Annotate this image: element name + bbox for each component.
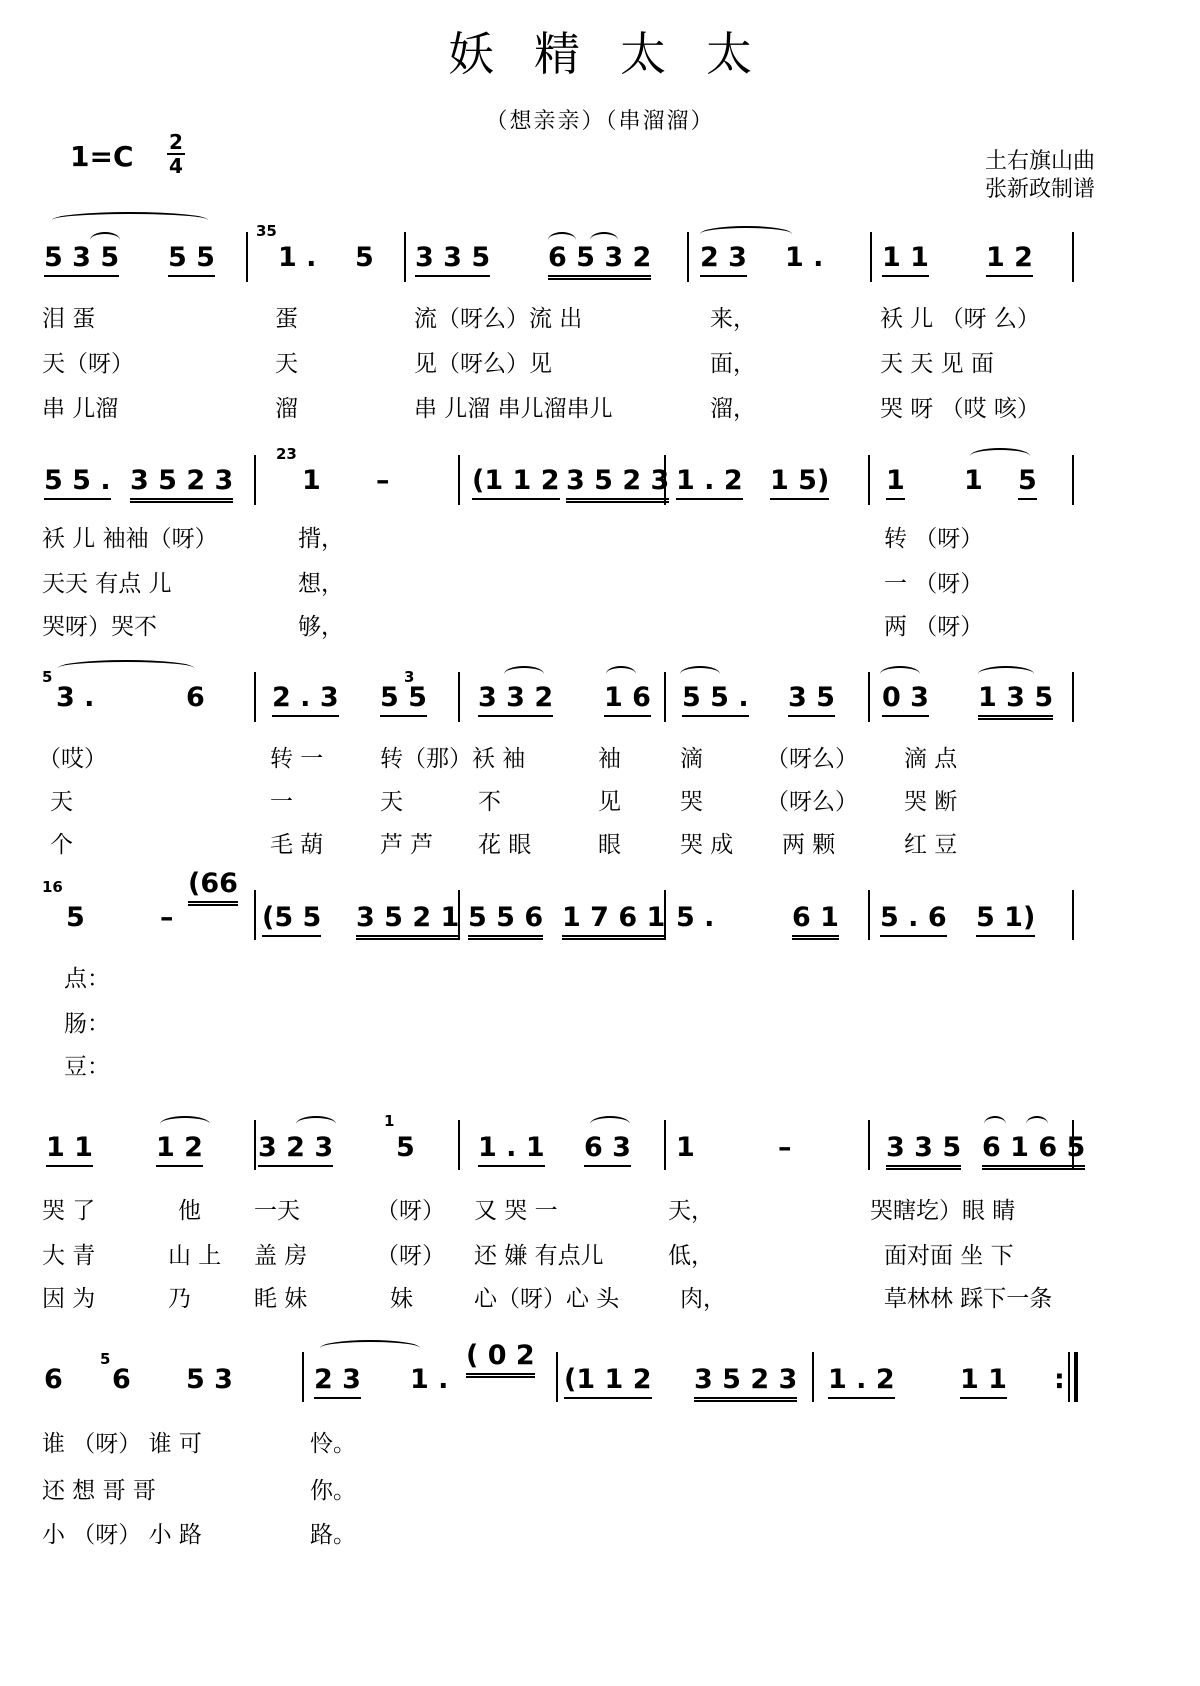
note-group: 5 . 6	[880, 902, 947, 937]
lyric: 面，	[710, 351, 756, 377]
lyric: 天天 有点 儿	[42, 571, 172, 597]
note-group: (5 5	[262, 902, 321, 937]
lyric: 一	[270, 789, 293, 815]
lyric: 怜。	[310, 1431, 356, 1457]
lyric: 你。	[310, 1478, 356, 1504]
lyric: 个	[50, 832, 73, 858]
lyric: 转 （呀）	[884, 526, 984, 552]
note-group: 5 1)	[976, 902, 1035, 937]
lyric: 因 为	[42, 1286, 96, 1312]
note-group: (1 1 2	[564, 1364, 652, 1399]
note-group: 1 3 5	[978, 682, 1053, 720]
lyric: 他	[178, 1198, 201, 1224]
lyric: 串 儿溜	[42, 396, 119, 422]
note-group: 6 1	[792, 902, 839, 940]
note-group: 5 5	[168, 242, 215, 277]
lyric: 低，	[668, 1243, 714, 1269]
lyric: 点：	[64, 966, 110, 992]
note-group: 1	[886, 465, 905, 500]
lyric: 泪 蛋	[42, 306, 96, 332]
lyric: 一 （呀）	[884, 571, 984, 597]
lyric: 天	[275, 351, 298, 377]
lyric: 见（呀么）见	[414, 351, 552, 377]
lyric: 天 天 见 面	[880, 351, 994, 377]
lyric: 两 （呀）	[884, 614, 984, 640]
note-group: 1 7 6 1	[562, 902, 665, 940]
lyric: 小 （呀） 小 路	[42, 1522, 202, 1548]
time-top: 2	[169, 130, 183, 154]
lyric: 红 豆	[904, 832, 958, 858]
lyric: 盖 房	[254, 1243, 308, 1269]
note-group: 6	[112, 1364, 131, 1395]
note-group: 5 3 5	[44, 242, 119, 277]
credit-composer: 土右旗山曲	[985, 149, 1096, 174]
note-group: 1 .	[785, 242, 824, 273]
lyric: 又 哭 一	[474, 1198, 558, 1224]
lyric: 哭瞎圪）眼 睛	[870, 1198, 1016, 1224]
note-group: 1 . 1	[478, 1132, 545, 1167]
grace-note: 5	[100, 1350, 111, 1368]
grace-note: 5	[42, 668, 53, 686]
lyric: 溜	[275, 396, 298, 422]
note-group: 0 3	[882, 682, 929, 717]
note-group: 1 1	[46, 1132, 93, 1167]
lyric: 还 想 哥 哥	[42, 1478, 156, 1504]
grace-note: 3	[404, 668, 415, 686]
note-group: 6 1 6 5	[982, 1132, 1085, 1170]
note-group: 3 5 2 1	[356, 902, 459, 940]
page-subtitle: （想亲亲）（串溜溜）	[485, 109, 715, 134]
note-group: 2 . 3	[272, 682, 339, 717]
lyric: （呀）	[376, 1198, 445, 1224]
lyric: 眼	[598, 832, 621, 858]
lyric: 一天	[254, 1198, 300, 1224]
lyric: 大 青	[42, 1243, 96, 1269]
note-group: 1 2	[986, 242, 1033, 277]
note-group: 1 . 2	[828, 1364, 895, 1399]
lyric: 揹，	[298, 526, 344, 552]
note-group: 1 1	[960, 1364, 1007, 1399]
lyric: 哭 成	[680, 832, 734, 858]
time-bottom: 4	[169, 154, 183, 178]
note-group: (66	[188, 868, 238, 906]
lyric: 滴 点	[904, 746, 958, 772]
lyric: 山 上	[168, 1243, 222, 1269]
note-group: 3 2 3	[258, 1132, 333, 1167]
lyric: （呀）	[376, 1243, 445, 1269]
lyric: 花 眼	[478, 832, 532, 858]
note-group: 6 3	[584, 1132, 631, 1167]
lyric: 天	[50, 789, 73, 815]
lyric: 谁 （呀） 谁 可	[42, 1431, 202, 1457]
note-group: 3 5 2 3	[130, 465, 233, 503]
note-group: 1	[676, 1132, 695, 1163]
note-group: 5 5	[380, 682, 427, 717]
note-group: –	[376, 465, 390, 496]
lyric: 面对面 坐 下	[884, 1243, 1014, 1269]
lyric: 天	[380, 789, 403, 815]
lyric: 毛 葫	[270, 832, 324, 858]
note-group: 6	[44, 1364, 63, 1395]
note-group: 3 5 2 3	[566, 465, 669, 503]
lyric: 草林林 踩下一条	[884, 1286, 1053, 1312]
lyric: 哭 了	[42, 1198, 96, 1224]
grace-note: 1	[384, 1112, 395, 1130]
key-signature: 1=C	[70, 140, 134, 173]
note-group: 6	[186, 682, 205, 713]
lyric: 天，	[668, 1198, 714, 1224]
note-group: 3 .	[56, 682, 95, 713]
note-group: 3 5	[788, 682, 835, 717]
page-title: 妖精太太	[448, 27, 792, 81]
note-group: 3 5 2 3	[694, 1364, 797, 1402]
lyric: 转（那）袄 袖	[380, 746, 526, 772]
lyric: 哭呀）哭不	[42, 614, 157, 640]
credits	[985, 148, 1095, 204]
lyric: 转 一	[270, 746, 324, 772]
lyric: （呀么）	[766, 789, 858, 815]
note-group: –	[160, 902, 174, 933]
grace-note: 16	[42, 878, 63, 896]
lyric: 路。	[310, 1522, 356, 1548]
note-group: 1	[964, 465, 983, 496]
note-group: 1 .	[410, 1364, 449, 1395]
note-group: 5 .	[676, 902, 715, 933]
lyric: 够，	[298, 614, 344, 640]
note-group: 5	[355, 242, 374, 273]
note-group: 5	[396, 1132, 415, 1163]
note-group: –	[778, 1132, 792, 1163]
note-group: 1 6	[604, 682, 651, 717]
time-signature	[165, 132, 187, 176]
lyric: 肠：	[64, 1011, 110, 1037]
lyric: 蛋	[275, 306, 298, 332]
lyric: 芦 芦	[380, 832, 434, 858]
note-group: 5 3	[186, 1364, 233, 1395]
note-group: 6 5 3 2	[548, 242, 651, 280]
note-group: 1 .	[278, 242, 317, 273]
lyric: 两 颗	[782, 832, 836, 858]
lyric: 滴	[680, 746, 703, 772]
lyric: 流（呀么）流 出	[414, 306, 583, 332]
note-group: 5	[1018, 465, 1037, 500]
note-group: 1 1	[882, 242, 929, 277]
lyric: 心（呀）心 头	[474, 1286, 620, 1312]
lyric: 妹	[390, 1286, 413, 1312]
note-group: 5 5 6	[468, 902, 543, 940]
lyric: 溜，	[710, 396, 756, 422]
note-group: 2 3	[700, 242, 747, 277]
lyric: 见	[598, 789, 621, 815]
note-group: 1 . 2	[676, 465, 743, 500]
credit-arranger: 张新政制谱	[985, 177, 1096, 202]
lyric: 袄 儿 （呀 么）	[880, 306, 1040, 332]
note-group: 1 5)	[770, 465, 829, 500]
lyric: 天（呀）	[42, 351, 134, 377]
note-group: 5 5 .	[44, 465, 111, 500]
note-group: 1 2	[156, 1132, 203, 1167]
lyric: 眊 妹	[254, 1286, 308, 1312]
note-group: 3 3 5	[886, 1132, 961, 1170]
lyric: （呀么）	[766, 746, 858, 772]
grace-note: 35	[256, 222, 277, 240]
note-group: 3 3 5	[415, 242, 490, 277]
note-group: 5 5 .	[682, 682, 749, 717]
lyric: 袖	[598, 746, 621, 772]
note-group: 5	[66, 902, 85, 933]
note-group: 2 3	[314, 1364, 361, 1399]
grace-note: 23	[276, 445, 297, 463]
note-group: :	[1054, 1364, 1065, 1395]
lyric: 哭 呀 （哎 咳）	[880, 396, 1040, 422]
lyric: 哭 断	[904, 789, 958, 815]
lyric: 不	[478, 789, 501, 815]
lyric: 乃	[168, 1286, 191, 1312]
lyric: 豆：	[64, 1054, 110, 1080]
lyric: 袄 儿 袖袖（呀）	[42, 526, 218, 552]
lyric: 还 嫌 有点儿	[474, 1243, 604, 1269]
note-group: 3 3 2	[478, 682, 553, 717]
lyric: 肉，	[680, 1286, 726, 1312]
lyric: 来，	[710, 306, 756, 332]
lyric: 串 儿溜 串儿溜串儿	[414, 396, 613, 422]
lyric: 哭	[680, 789, 703, 815]
note-group: 1	[302, 465, 321, 496]
lyric: 想，	[298, 571, 344, 597]
lyric: （哎）	[38, 746, 107, 772]
note-group: (1 1 2	[472, 465, 560, 500]
note-group: ( 0 2	[466, 1340, 535, 1378]
